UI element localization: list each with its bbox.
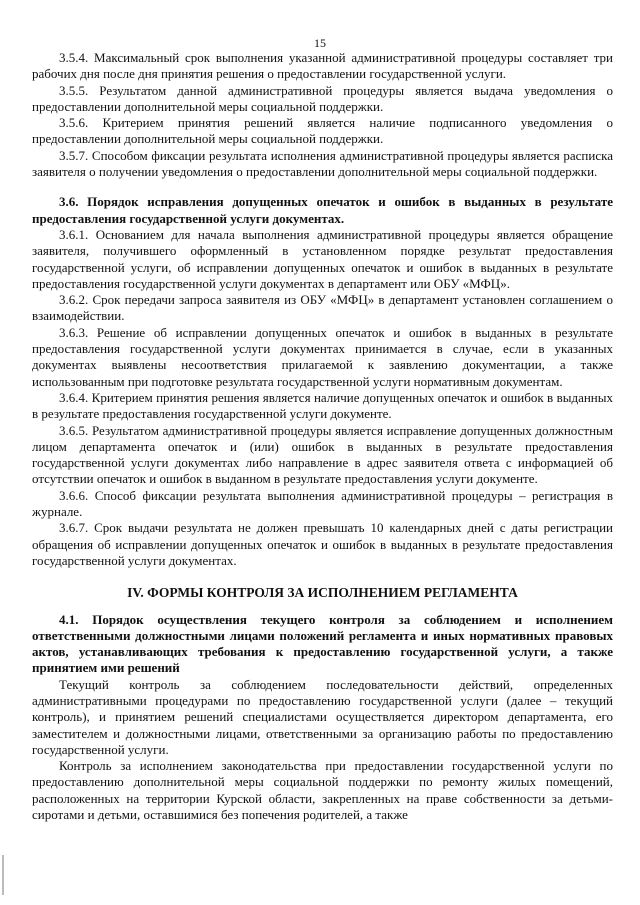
spacer [32, 180, 613, 194]
section-heading-4-1: 4.1. Порядок осуществления текущего контроля за соблюдением и исполнением ответственными должностными лицами положений регламента и иных нормативных правовых актов, устанавливающих требования к предоставлению государственной услуги, а также принятием ими решений [32, 611, 613, 676]
paragraph-3-5-4: 3.5.4. Максимальный срок выполнения указанной административной процедуры составляет три рабочих дня после дня принятия решения о предоставлении государственной услуги. [32, 50, 613, 82]
scan-edge-mark [2, 855, 4, 895]
paragraph-3-6-6: 3.6.6. Способ фиксации результата выполнения административной процедуры – регистрация в журнале. [32, 487, 613, 520]
paragraph-3-6-3: 3.6.3. Решение об исправлении допущенных опечаток и ошибок в выданных в результате предоставления государственной услуги документах принимается в случае, если в указанных документах выявлены несоответствия прилагаемой к заявлению документации, а также использованным при подготовке результата государственной услуги нормативным документам. [32, 324, 613, 389]
paragraph-current-control: Текущий контроль за соблюдением последовательности действий, определенных административными процедурами по предоставлению государственной услуги (далее – текущий контроль), и принятием решений специалистами осуществляется директором департамента, его заместителем и должностными лицами, ответственными за организацию работы по предоставлению государственной услуги. [32, 676, 613, 757]
paragraph-3-6-4: 3.6.4. Критерием принятия решения является наличие допущенных опечаток и ошибок в выданных в результате предоставления государственной услуги документе. [32, 389, 613, 422]
paragraph-3-6-1: 3.6.1. Основанием для начала выполнения административной процедуры является обращение заявителя, получившего оформленный в установленном порядке результат предоставления государственной услуги, об исправлении допущенных опечаток и ошибок в выданных в результате предоставления государственной услуги документах в департамент или ОБУ «МФЦ». [32, 226, 613, 291]
paragraph-3-5-5: 3.5.5. Результатом данной административной процедуры является выдача уведомления о предоставлении дополнительной меры социальной поддержки. [32, 82, 613, 114]
paragraph-3-6-5: 3.6.5. Результатом административной процедуры является исправление допущенных должностным лицом департамента опечаток и (или) ошибок в выданных в результате предоставления государственной услуги документах либо направление в адрес заявителя ответа с информацией об отсутствии опечаток и ошибок в выданном в результате предоставления услуги документе. [32, 422, 613, 487]
document-body [32, 50, 613, 823]
paragraph-3-6-2: 3.6.2. Срок передачи запроса заявителя из ОБУ «МФЦ» в департамент установлен соглашением о взаимодействии. [32, 292, 613, 324]
paragraph-3-5-6: 3.5.6. Критерием принятия решений является наличие подписанного уведомления о предоставлении дополнительной меры социальной поддержки. [32, 115, 613, 147]
chapter-title: IV. ФОРМЫ КОНТРОЛЯ ЗА ИСПОЛНЕНИЕМ РЕГЛАМЕНТА [127, 585, 518, 601]
section-heading-3-6: 3.6. Порядок исправления допущенных опечаток и ошибок в выданных в результате предоставления государственной услуги документах. [32, 194, 613, 226]
paragraph-3-6-7: 3.6.7. Срок выдачи результата не должен превышать 10 календарных дней с даты регистрации обращения об исправлении допущенных опечаток и ошибок в выданных в результате предоставления государственной услуги документах. [32, 520, 613, 568]
paragraph-3-5-7: 3.5.7. Способом фиксации результата исполнения административной процедуры является расписка заявителя о получении уведомления о предоставлении дополнительной меры социальной поддержки. [32, 147, 613, 180]
paragraph-legislation-control: Контроль за исполнением законодательства при предоставлении государственной услуги по предоставлению дополнительной меры социальной поддержки по ремонту жилых помещений, расположенных на территории Курской области, закрепленных на праве собственности за детьми-сиротами и детьми, оставшимися без попечения родителей, а также [32, 758, 613, 823]
page-number: 15 [314, 36, 326, 50]
